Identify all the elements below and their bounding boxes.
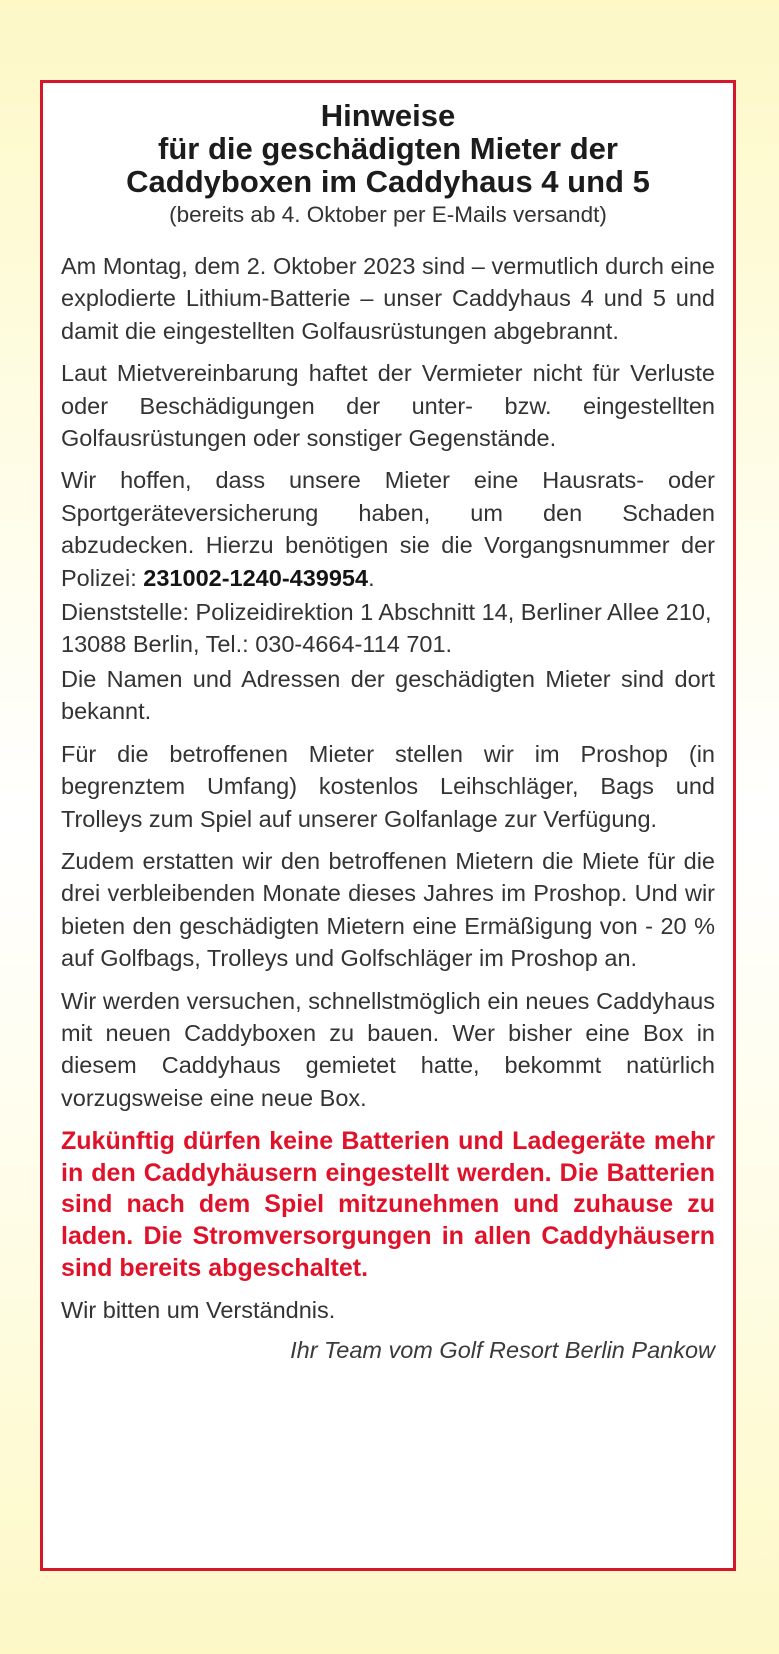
paragraph-names-note: Die Namen und Adressen der geschädigten Mieter sind dort bekannt. xyxy=(61,665,715,725)
police-case-number: 231002-1240-439954 xyxy=(143,564,369,591)
paragraph-fire-report: Am Montag, dem 2. Oktober 2023 sind – vermutlich durch eine explodierte Lithium-Batterie – unser Caddyhaus 4 und 5 und damit die eingestellten Golfausrüstungen abgebrannt. xyxy=(61,253,715,344)
notice-box xyxy=(40,80,736,1571)
police-station: Dienststelle: Polizeidirektion 1 Abschnitt 14, Berliner Allee 210, 13088 Berlin, Tel.: 030-4664-114 701. xyxy=(61,599,712,658)
paragraph-new-caddyhouse: Wir werden versuchen, schnellstmöglich ein neues Caddyhaus mit neuen Caddyboxen zu bauen. Wer bisher eine Box in diesem Caddyhaus gemietet hatte, bekommt natürlich vorzugsweise eine neue Box. xyxy=(61,987,715,1111)
insurance-text: Wir hoffen, dass unsere Mieter eine Hausrats- oder Sportgeräteversicherung haben, um den Schaden abzudecken. Hierzu benötigen sie die Vorgangsnummer der Polizei: xyxy=(61,467,715,591)
notice-subtitle: (bereits ab 4. Oktober per E-Mails versandt) xyxy=(169,202,607,227)
insurance-period: . xyxy=(368,564,375,591)
closing-line: Wir bitten um Verständnis. xyxy=(61,1297,336,1324)
notice-title xyxy=(61,99,715,198)
title-line-2: für die geschädigten Mieter der xyxy=(158,131,618,166)
paragraph-liability: Laut Mietvereinbarung haftet der Vermieter nicht für Verluste oder Beschädigungen der unter- bzw. eingestellten Golfausrüstungen oder sonstiger Gegenstände. xyxy=(61,360,715,452)
paragraph-insurance xyxy=(61,464,715,594)
paragraph-refund-discount: Zudem erstatten wir den betroffenen Mietern die Miete für die drei verbleibenden Monate dieses Jahres im Proshop. Und wir bieten den geschädigten Mietern eine Ermäßigung von - 20 % auf Golfbags, Trolleys und Golfschläger im Proshop an. xyxy=(61,847,715,972)
signature: Ihr Team vom Golf Resort Berlin Pankow xyxy=(290,1336,715,1363)
title-line-3: Caddyboxen im Caddyhaus 4 und 5 xyxy=(126,164,650,199)
battery-warning: Zukünftig dürfen keine Batterien und Ladegeräte mehr in den Caddyhäusern eingestellt werden. Die Batterien sind nach dem Spiel mitzunehmen und zuhause zu laden. Die Stromversorgungen in allen Caddyhäusern sind bereits abgeschaltet. xyxy=(61,1127,715,1282)
title-line-1: Hinweise xyxy=(320,98,456,133)
paragraph-loan-equipment: Für die betroffenen Mieter stellen wir im Proshop (in begrenztem Umfang) kostenlos Leihschläger, Bags und Trolleys zum Spiel auf unserer Golfanlage zur Verfügung. xyxy=(61,740,715,832)
